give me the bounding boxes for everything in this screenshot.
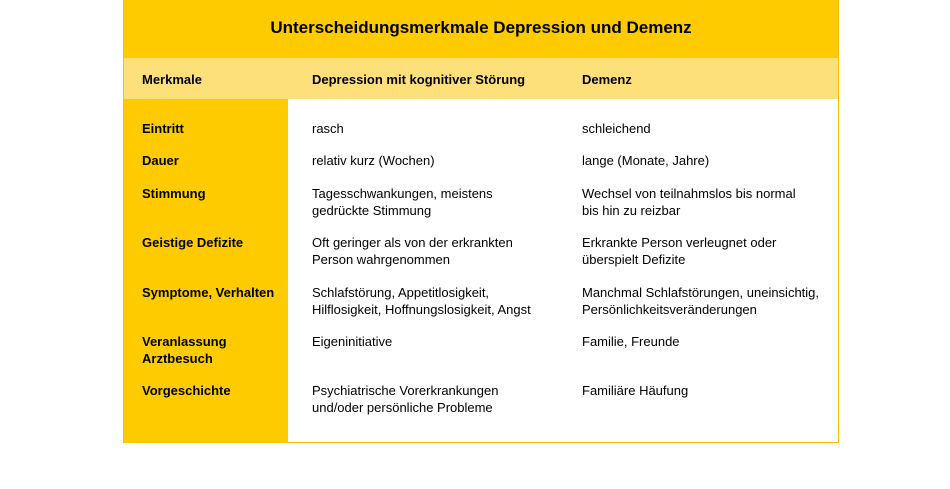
row-dauer-demenz: lange (Monate, Jahre) [582,153,710,168]
row-stimmung-depression: Tagesschwankungen, meistens gedrückte Stimmung [312,186,493,218]
row-veranlassung-label: Veranlassung Arztbesuch [142,334,227,366]
row-stimmung-label: Stimmung [142,186,206,201]
row-dauer-label: Dauer [142,153,179,168]
row-geistige-defizite-demenz: Erkrankte Person verleugnet oder überspielt Defizite [582,235,777,267]
row-stimmung-demenz: Wechsel von teilnahmslos bis normal bis hin zu reizbar [582,186,796,218]
header-demenz: Demenz [582,72,632,87]
row-geistige-defizite-depression: Oft geringer als von der erkrankten Person wahrgenommen [312,235,513,267]
row-geistige-defizite-label: Geistige Defizite [142,235,244,250]
row-symptome-label: Symptome, Verhalten [142,285,275,300]
row-vorgeschichte-label: Vorgeschichte [142,383,231,398]
row-veranlassung-depression: Eigeninitiative [312,334,393,349]
row-eintritt-demenz: schleichend [582,121,651,136]
header-merkmale: Merkmale [142,72,202,87]
row-vorgeschichte-depression: Psychiatrische Vorerkrankungen und/oder persönliche Probleme [312,383,499,415]
row-symptome-depression: Schlafstörung, Appetitlosigkeit, Hilflosigkeit, Hoffnungslosigkeit, Angst [312,285,531,317]
row-eintritt-depression: rasch [312,121,344,136]
row-symptome-demenz: Manchmal Schlafstörungen, uneinsichtig, Persönlichkeitsveränderungen [582,285,820,317]
row-eintritt-label: Eintritt [142,121,184,136]
row-dauer-depression: relativ kurz (Wochen) [312,153,435,168]
row-vorgeschichte-demenz: Familiäre Häufung [582,383,689,398]
title-band [124,0,838,58]
table-title: Unterscheidungsmerkmale Depression und Demenz [270,18,692,37]
comparison-table [123,0,839,443]
header-depression: Depression mit kognitiver Störung [312,72,526,87]
row-veranlassung-demenz: Familie, Freunde [582,334,680,349]
